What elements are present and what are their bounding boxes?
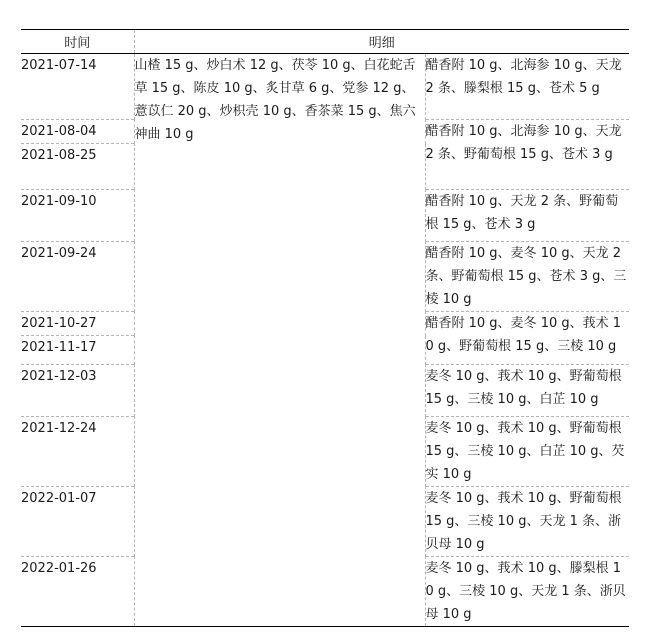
date-cell: 2021-12-03 [21, 365, 134, 417]
detail-cell: 麦冬 10 g、莪术 10 g、野葡萄根 15 g、三棱 10 g、白芷 10 g [425, 365, 629, 417]
date-cell: 2021-08-25 [21, 144, 134, 190]
prescription-table [21, 29, 629, 627]
date-cell: 2022-01-26 [21, 557, 134, 627]
time-header: 时间 [21, 30, 134, 54]
detail-cell: 醋香附 10 g、北海参 10 g、天龙 2 条、野葡萄根 15 g、苍术 3 g [425, 120, 629, 190]
date-cell: 2021-11-17 [21, 336, 134, 365]
detail-cell: 麦冬 10 g、莪术 10 g、滕梨根 10 g、三棱 10 g、天龙 1 条、浙贝母 10 g [425, 557, 629, 627]
base-prescription-cell: 山楂 15 g、炒白术 12 g、茯苓 10 g、白花蛇舌草 15 g、陈皮 10 g、炙甘草 6 g、党参 12 g、薏苡仁 20 g、炒枳壳 10 g、香茶菜 15 g、焦六神曲 10 g [134, 54, 425, 627]
detail-cell: 麦冬 10 g、莪术 10 g、野葡萄根 15 g、三棱 10 g、白芷 10 g、芡实 10 g [425, 417, 629, 487]
table-row [21, 54, 629, 120]
date-cell: 2021-12-24 [21, 417, 134, 487]
detail-cell: 麦冬 10 g、莪术 10 g、野葡萄根 15 g、三棱 10 g、天龙 1 条、浙贝母 10 g [425, 487, 629, 557]
header-row [21, 30, 629, 54]
date-cell: 2021-07-14 [21, 58, 97, 73]
detail-cell: 醋香附 10 g、麦冬 10 g、天龙 2 条、野葡萄根 15 g、苍术 3 g、三棱 10 g [425, 242, 629, 312]
date-cell: 2021-09-10 [21, 190, 134, 242]
detail-cell: 醋香附 10 g、天龙 2 条、野葡萄根 15 g、苍术 3 g [425, 190, 629, 242]
date-cell: 2021-10-27 [21, 312, 134, 336]
detail-cell: 醋香附 10 g、北海参 10 g、天龙 2 条、滕梨根 15 g、苍术 5 g [425, 58, 622, 96]
detail-header: 明细 [134, 30, 629, 54]
date-cell: 2022-01-07 [21, 487, 134, 557]
detail-cell: 醋香附 10 g、麦冬 10 g、莪术 10 g、野葡萄根 15 g、三棱 10 g [425, 312, 629, 365]
date-cell: 2021-09-24 [21, 242, 134, 312]
date-cell: 2021-08-04 [21, 120, 134, 144]
